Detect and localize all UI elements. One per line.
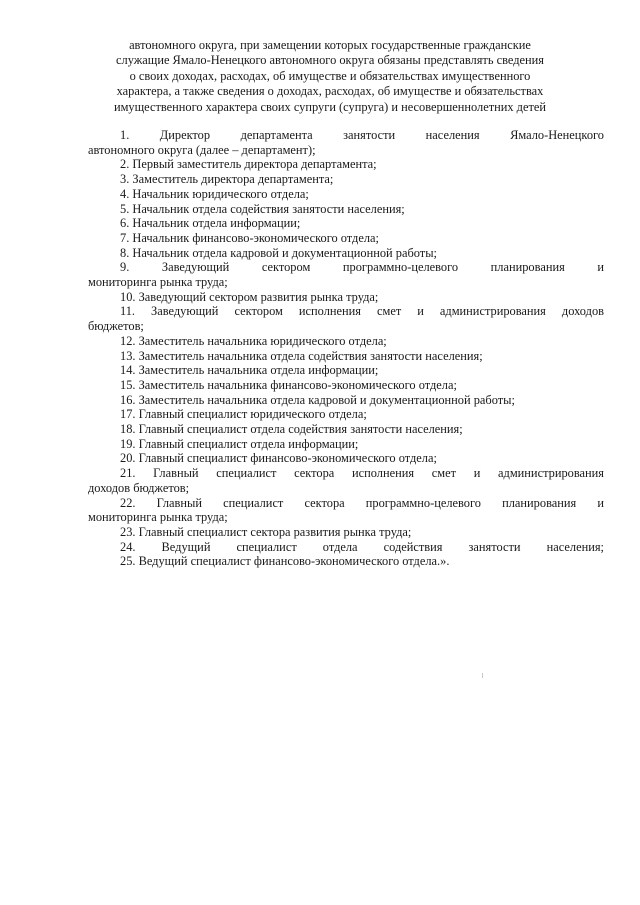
list-item	[88, 172, 604, 187]
list-item	[88, 216, 604, 231]
list-item	[88, 202, 604, 217]
document-heading	[60, 38, 600, 115]
list-item-text: 8. Начальник отдела кадровой и документационной работы;	[120, 245, 437, 260]
list-item-text: мониторинга рынка труда;	[88, 275, 228, 290]
list-item	[88, 554, 604, 569]
heading-line: о своих доходах, расходах, об имуществе и обязательствах имущественного	[129, 68, 531, 83]
list-item	[88, 451, 604, 466]
list-item	[88, 349, 604, 364]
list-item-text: 21. Главный специалист сектора исполнения смет и администрирования	[120, 466, 604, 481]
list-item	[88, 496, 604, 525]
heading-line: автономного округа, при замещении которых государственные гражданские	[129, 38, 531, 52]
list-item	[88, 525, 604, 540]
list-item-text: доходов бюджетов;	[88, 480, 190, 495]
list-item-text: 23. Главный специалист сектора развития рынка труда;	[120, 524, 412, 539]
list-item-text: 19. Главный специалист отдела информации;	[120, 436, 359, 451]
list-item	[88, 187, 604, 202]
list-item	[88, 246, 604, 261]
list-item	[88, 290, 604, 305]
list-item-text: бюджетов;	[88, 319, 144, 334]
list-item	[88, 466, 604, 495]
list-item-text: 2. Первый заместитель директора департамента;	[120, 157, 377, 172]
list-item	[88, 540, 604, 555]
list-item	[88, 157, 604, 172]
list-item-text: 13. Заместитель начальника отдела содействия занятости населения;	[120, 348, 483, 363]
scan-speck	[482, 673, 483, 678]
list-item-text: 5. Начальник отдела содействия занятости населения;	[120, 201, 405, 216]
list-item	[88, 231, 604, 246]
list-item-text: 22. Главный специалист сектора программно-целевого планирования и	[120, 495, 604, 510]
list-item-text: 12. Заместитель начальника юридического отдела;	[120, 333, 387, 348]
list-item	[88, 393, 604, 408]
list-item-text: 17. Главный специалист юридического отдела;	[120, 407, 367, 422]
list-item-text: 1. Директор департамента занятости населения Ямало-Ненецкого	[120, 128, 604, 142]
list-item	[88, 378, 604, 393]
list-item-text: 20. Главный специалист финансово-экономического отдела;	[120, 451, 437, 466]
list-item-text: 15. Заместитель начальника финансово-экономического отдела;	[120, 377, 457, 392]
list-item-text: 6. Начальник отдела информации;	[120, 216, 301, 231]
list-item	[88, 407, 604, 422]
list-item-text: 4. Начальник юридического отдела;	[120, 186, 309, 201]
list-item-text: 14. Заместитель начальника отдела информации;	[120, 363, 379, 378]
list-item	[88, 304, 604, 333]
positions-list	[88, 128, 604, 569]
list-item-text: 10. Заведующий сектором развития рынка труда;	[120, 289, 379, 304]
list-item	[88, 437, 604, 452]
list-item-text: автономного округа (далее – департамент);	[88, 142, 316, 157]
list-item-text: 9. Заведующий сектором программно-целевого планирования и	[120, 260, 604, 275]
heading-line: характера, а также сведения о доходах, расходах, об имуществе и обязательствах	[116, 84, 544, 99]
list-item-text: мониторинга рынка труда;	[88, 510, 228, 525]
list-item-text: 25. Ведущий специалист финансово-экономического отдела.».	[120, 554, 450, 569]
list-item	[88, 363, 604, 378]
heading-line: имущественного характера своих супруги (супруга) и несовершеннолетних детей	[113, 99, 547, 114]
list-item-text: 16. Заместитель начальника отдела кадровой и документационной работы;	[120, 392, 515, 407]
list-item	[88, 128, 604, 157]
heading-line: служащие Ямало-Ненецкого автономного округа обязаны представлять сведения	[116, 53, 544, 68]
list-item-text: 24. Ведущий специалист отдела содействия занятости населения;	[120, 539, 604, 554]
list-item	[88, 334, 604, 349]
list-item-text: 7. Начальник финансово-экономического отдела;	[120, 230, 379, 245]
list-item-text: 11. Заведующий сектором исполнения смет и администрирования доходов	[120, 304, 604, 319]
list-item-text: 18. Главный специалист отдела содействия занятости населения;	[120, 422, 463, 437]
list-item	[88, 422, 604, 437]
list-item	[88, 260, 604, 289]
list-item-text: 3. Заместитель директора департамента;	[120, 172, 334, 187]
